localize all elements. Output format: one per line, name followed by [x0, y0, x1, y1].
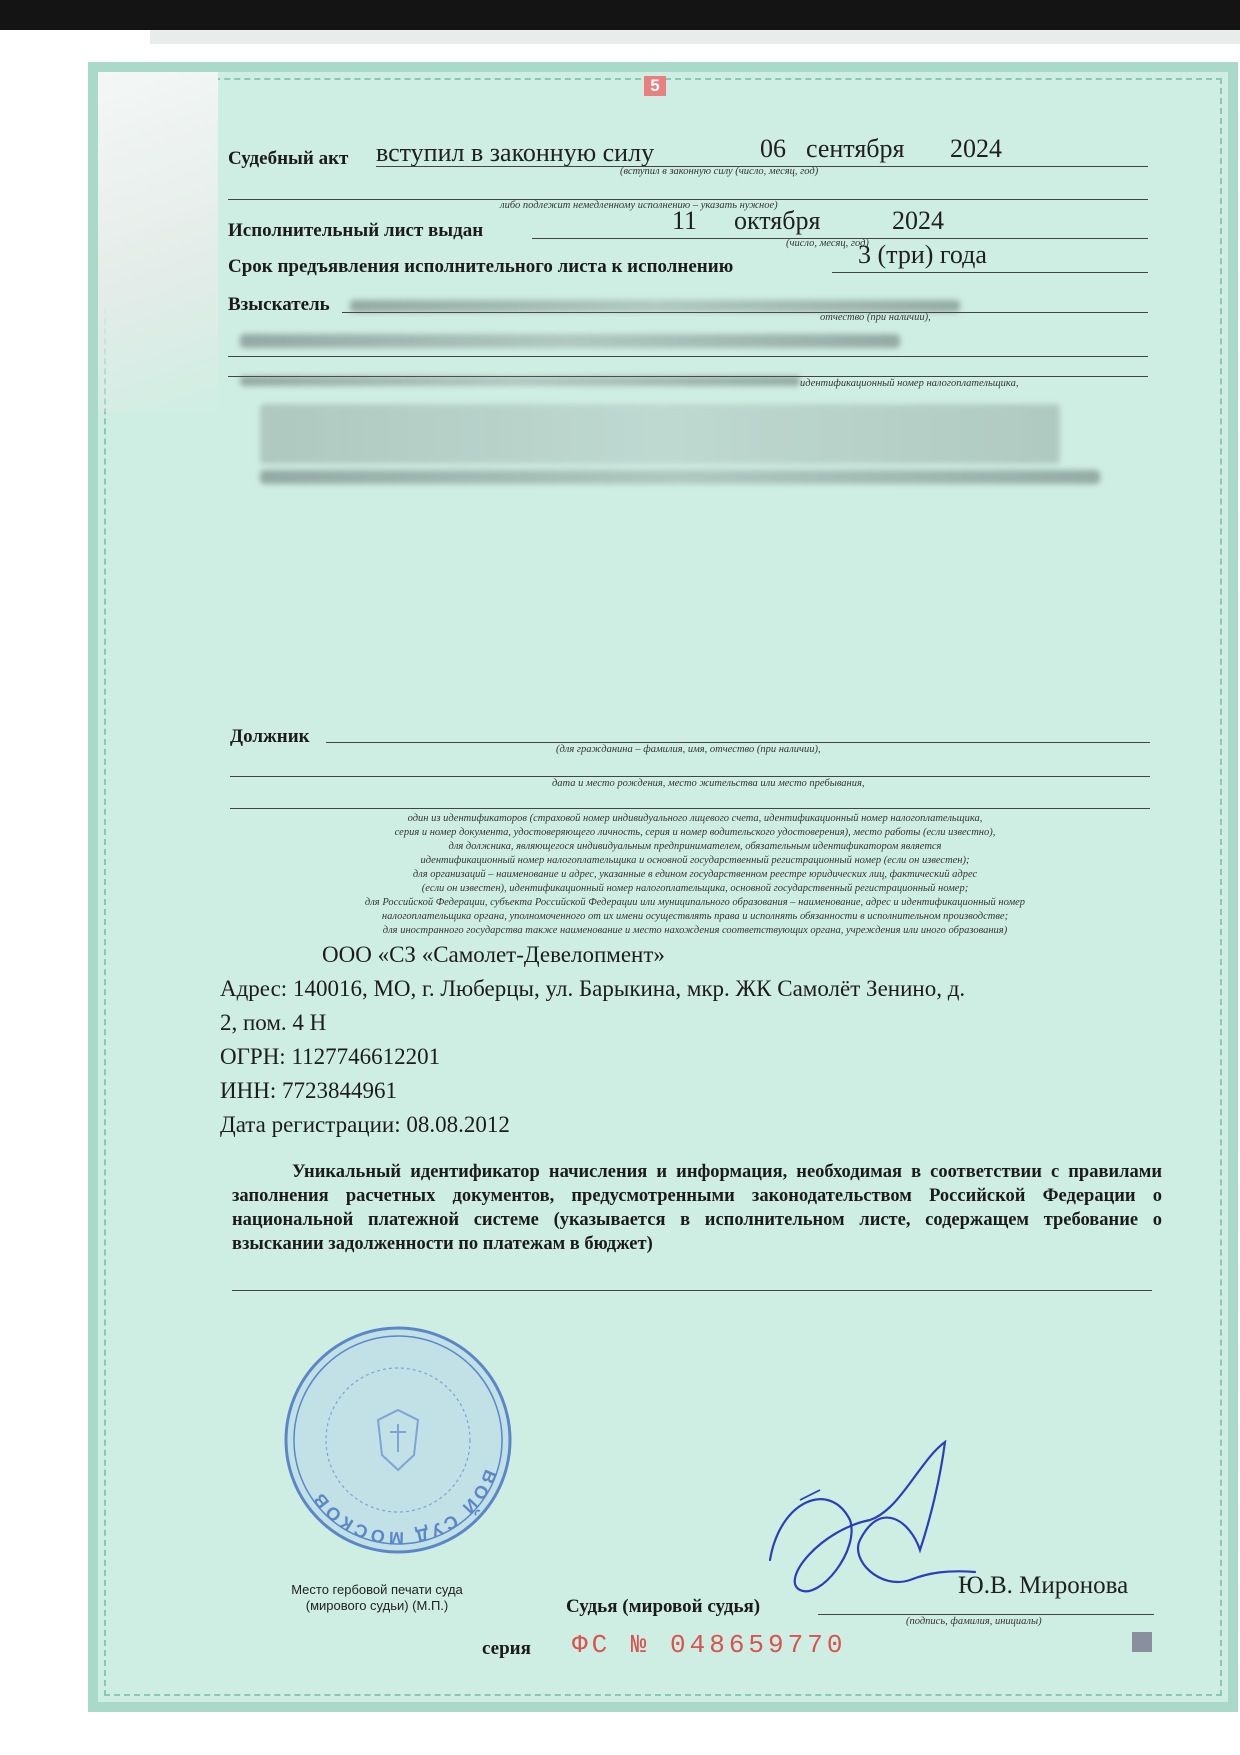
stamp-ring-text: ВОЙ СУД МОСКОВ	[307, 1466, 501, 1549]
debtor-reg-date: Дата регистрации: 08.08.2012	[220, 1112, 510, 1137]
redacted-claimant-1	[350, 300, 960, 312]
debtor-note-line-9: для иностранного государства также наименование и место нахождения соответствующих органа, учреждения или иного образования)	[382, 925, 1008, 936]
court-act-value: вступил в законную силу	[376, 138, 655, 167]
debtor-address-line-1: Адрес: 140016, МО, г. Люберцы, ул. Барыкина, мкр. ЖК Самолёт Зенино, д.	[220, 976, 966, 1001]
writ-issued-year: 2024	[892, 206, 944, 235]
debtor-note-line-8: налогоплательщика органа, уполномоченного от их имени осуществлять права и исполнять обязанности в исполнительном производстве;	[381, 911, 1009, 922]
folded-corner	[98, 72, 218, 412]
judge-signature	[760, 1440, 980, 1610]
writ-issued-day: 11	[672, 206, 698, 235]
writ-issued-month: октября	[734, 206, 821, 235]
debtor-note-line-5: для организаций – наименование и адрес, указанные в едином государственном реестре юридических лиц, фактический адрес	[412, 869, 978, 880]
court-act-day: 06	[760, 134, 786, 163]
judge-note: (подпись, фамилия, инициалы)	[906, 1616, 1042, 1627]
court-act-label: Судебный акт	[228, 148, 349, 169]
claimant-line-1	[342, 312, 1148, 313]
debtor-line-3	[230, 808, 1150, 809]
scan-paper-edge	[150, 30, 1240, 44]
redacted-claimant-3	[240, 376, 800, 386]
term-value: 3 (три) года	[858, 240, 987, 269]
debtor-note-line-1: один из идентификаторов (страховой номер индивидуального лицевого счета, идентификационный номер налогоплательщика,	[407, 813, 983, 824]
stamp-caption-line-1: Место гербовой печати суда	[291, 1582, 463, 1597]
claimant-line-2	[228, 356, 1148, 357]
debtor-note-line-3: для должника, являющегося индивидуальным предпринимателем, обязательным идентификатором является	[448, 841, 942, 852]
debtor-line-1	[326, 742, 1150, 743]
debtor-note-line-4: идентификационный номер налогоплательщика и основной государственный регистрационный номер (если он известен);	[420, 855, 970, 866]
scan-top-border	[0, 0, 1240, 30]
writ-issued-note: (число, месяц, год)	[786, 238, 869, 249]
stamp-caption-line-2: (мирового судьи) (М.П.)	[305, 1598, 449, 1613]
court-act-month: сентября	[806, 134, 905, 163]
claimant-note-2: идентификационный номер налогоплательщика,	[800, 378, 1019, 389]
page-number: 5	[644, 76, 666, 96]
debtor-note-line-2: серия и номер документа, удостоверяющего личность, серия и номер водительского удостоверения), место работы (если известно),	[394, 827, 996, 838]
stamp-caption	[262, 1582, 492, 1614]
debtor-ogrn: ОГРН: 1127746612201	[220, 1044, 441, 1069]
judge-line	[818, 1614, 1154, 1615]
uid-line	[232, 1290, 1152, 1291]
court-act-note-second: либо подлежит немедленному исполнению – указать нужное)	[500, 200, 778, 211]
judge-label: Судья (мировой судья)	[566, 1596, 761, 1617]
judge-name: Ю.В. Миронова	[958, 1572, 1129, 1599]
claimant-note-1: отчество (при наличии),	[820, 312, 931, 323]
claimant-label: Взыскатель	[228, 294, 330, 315]
court-seal-stamp	[278, 1320, 518, 1560]
debtor-name: ООО «СЗ «Самолет-Девелопмент»	[322, 942, 665, 967]
serial-number: ФС № 048659770	[572, 1630, 847, 1660]
redacted-claimant-4	[260, 404, 1060, 464]
redacted-claimant-2	[240, 334, 900, 348]
redacted-claimant-5	[260, 470, 1100, 484]
debtor-note-1: (для гражданина – фамилия, имя, отчество (при наличии),	[556, 744, 821, 755]
debtor-address-line-2: 2, пом. 4 Н	[220, 1010, 327, 1035]
court-act-year: 2024	[950, 134, 1002, 163]
debtor-note-2: дата и место рождения, место жительства или место пребывания,	[552, 778, 865, 789]
corner-marker	[1132, 1632, 1152, 1652]
debtor-inn: ИНН: 7723844961	[220, 1078, 397, 1103]
serial-label: серия	[482, 1638, 531, 1659]
term-label: Срок предъявления исполнительного листа к исполнению	[228, 256, 734, 277]
writ-issued-label: Исполнительный лист выдан	[228, 220, 484, 241]
debtor-note-line-6: (если он известен), идентификационный номер налогоплательщика, основной государственный регистрационный номер;	[421, 883, 969, 894]
debtor-note-line-7: для Российской Федерации, субъекта Российской Федерации или муниципального образования – наименование, адрес и идентификационный номер	[364, 897, 1026, 908]
court-act-note: (вступил в законную силу (число, месяц, год)	[620, 166, 819, 177]
payment-uid-paragraph: Уникальный идентификатор начисления и информация, необходимая в соответствии с правилами заполнения расчетных документов, предусмотренными законодательством Российской Федерации о национальной платежной системе (указывается в исполнительном листе, содержащем требование о взыскании задолженности по платежам в бюджет)	[232, 1162, 1162, 1254]
term-line	[832, 272, 1148, 273]
debtor-label: Должник	[230, 726, 310, 747]
debtor-line-2	[230, 776, 1150, 777]
